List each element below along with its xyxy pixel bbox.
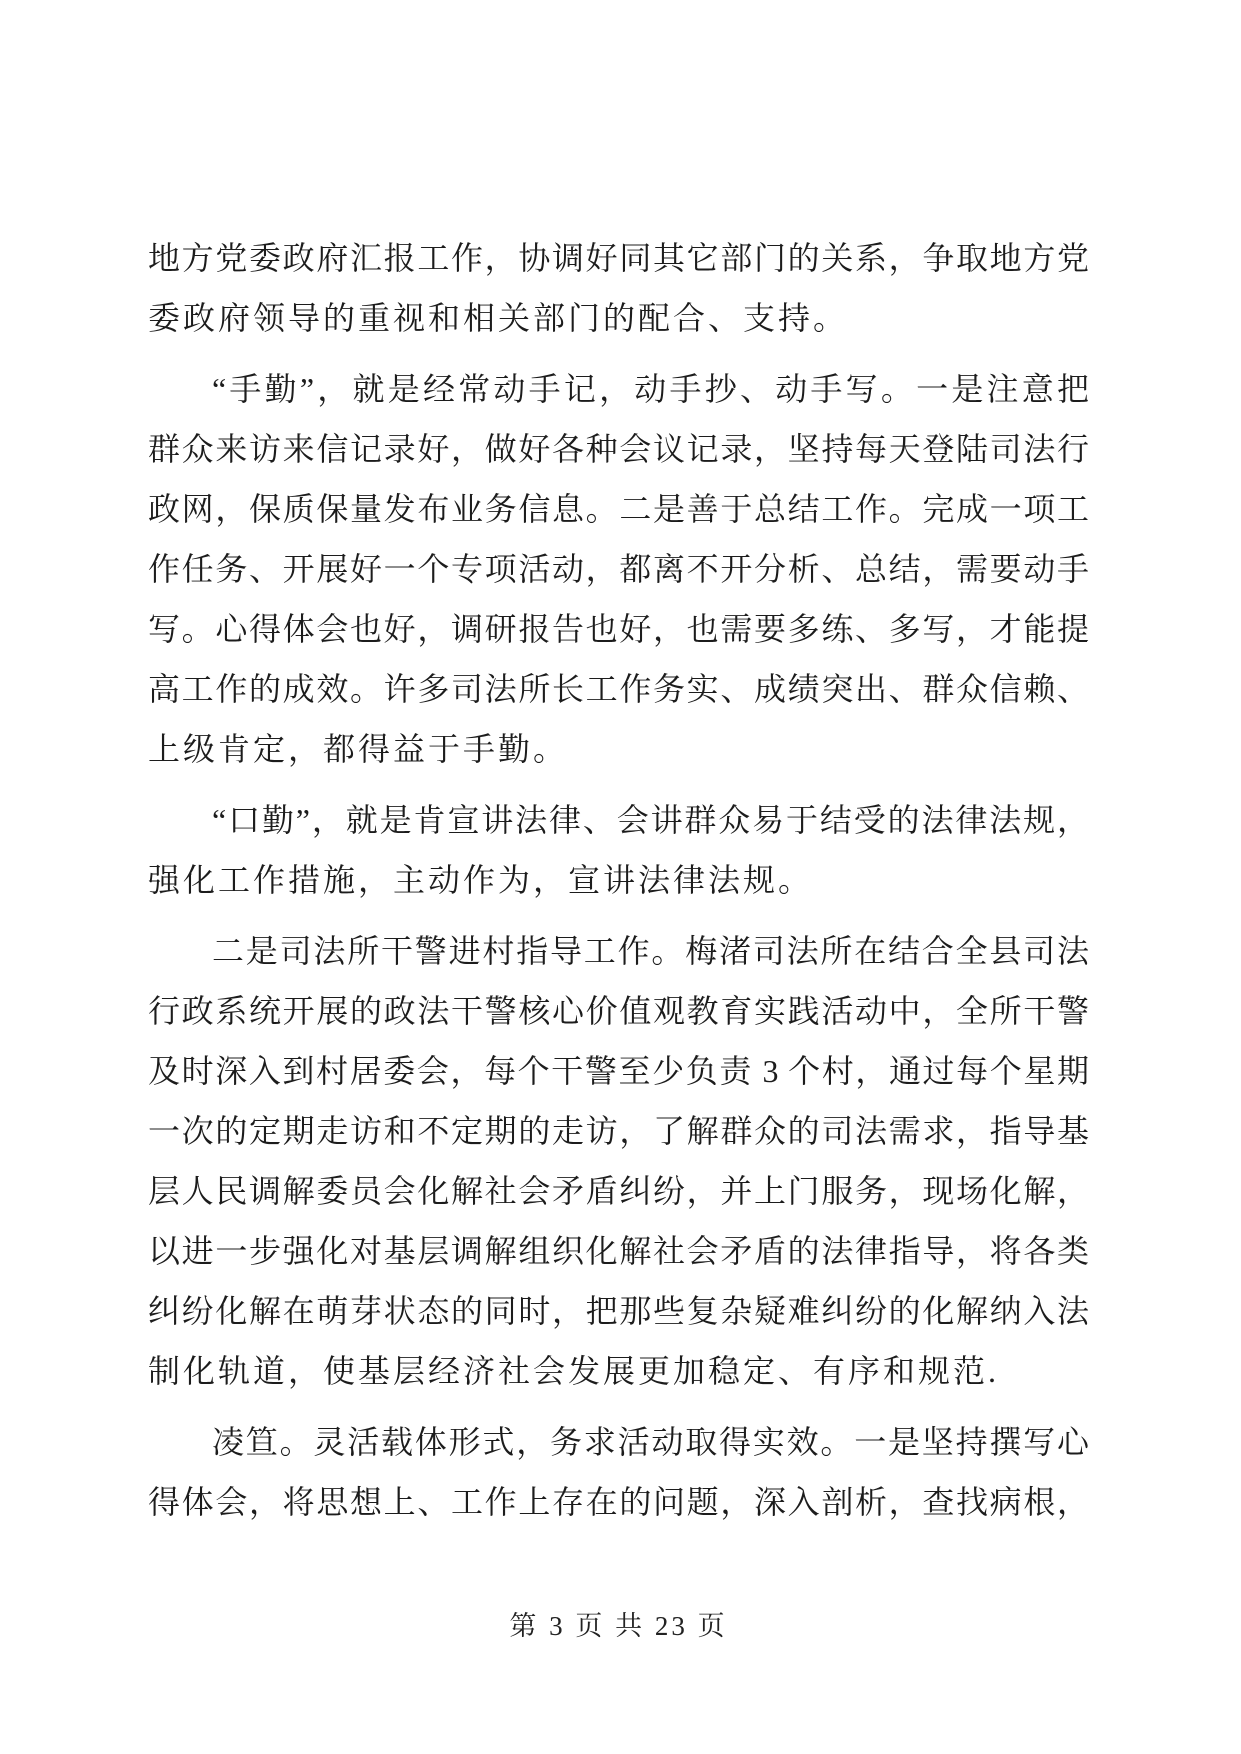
text-line: 写。心得体会也好，调研报告也好，也需要多练、多写，才能提 bbox=[148, 611, 1089, 647]
text-line: 行政系统开展的政法干警核心价值观教育实践活动中，全所干警 bbox=[148, 993, 1089, 1029]
text-line: 群众来访来信记录好，做好各种会议记录，坚持每天登陆司法行 bbox=[148, 431, 1089, 467]
paragraph bbox=[148, 1412, 1089, 1532]
text-line: 一次的定期走访和不定期的走访，了解群众的司法需求，指导基 bbox=[148, 1113, 1089, 1149]
page-footer bbox=[148, 1606, 1089, 1646]
text-line: 制化轨道，使基层经济社会发展更加稳定、有序和规范. bbox=[148, 1353, 1000, 1389]
text-line: “口勤”，就是肯宣讲法律、会讲群众易于结受的法律法规， bbox=[212, 802, 1089, 838]
text-line: 高工作的成效。许多司法所长工作务实、成绩突出、群众信赖、 bbox=[148, 671, 1089, 707]
text-line: 以进一步强化对基层调解组织化解社会矛盾的法律指导，将各类 bbox=[148, 1233, 1089, 1269]
text-line: 政网，保质保量发布业务信息。二是善于总结工作。完成一项工 bbox=[148, 491, 1089, 527]
text-line: 委政府领导的重视和相关部门的配合、支持。 bbox=[148, 300, 849, 336]
text-line: 层人民调解委员会化解社会矛盾纠纷，并上门服务，现场化解， bbox=[148, 1173, 1089, 1209]
paragraph bbox=[148, 359, 1089, 779]
text-line: 凌笪。灵活载体形式，务求活动取得实效。一是坚持撰写心 bbox=[212, 1424, 1089, 1460]
text-line: 及时深入到村居委会，每个干警至少负责 3 个村，通过每个星期 bbox=[148, 1053, 1089, 1089]
paragraph bbox=[148, 790, 1089, 910]
text-line: “手勤”，就是经常动手记，动手抄、动手写。一是注意把 bbox=[212, 371, 1089, 407]
text-line: 作任务、开展好一个专项活动，都离不开分析、总结，需要动手 bbox=[148, 551, 1089, 587]
text-line: 强化工作措施，主动作为，宣讲法律法规。 bbox=[148, 862, 814, 898]
page-number: 第 3 页 共 23 页 bbox=[509, 1611, 728, 1641]
text-line: 上级肯定，都得益于手勤。 bbox=[148, 731, 569, 767]
text-line: 二是司法所干警进村指导工作。梅渚司法所在结合全县司法 bbox=[212, 933, 1089, 969]
paragraph bbox=[148, 921, 1089, 1401]
text-line: 纠纷化解在萌芽状态的同时，把那些复杂疑难纠纷的化解纳入法 bbox=[148, 1293, 1089, 1329]
paragraph bbox=[148, 228, 1089, 348]
text-line: 得体会，将思想上、工作上存在的问题，深入剖析，查找病根， bbox=[148, 1484, 1089, 1520]
text-line: 地方党委政府汇报工作，协调好同其它部门的关系，争取地方党 bbox=[148, 240, 1089, 276]
document-body bbox=[148, 228, 1089, 1543]
